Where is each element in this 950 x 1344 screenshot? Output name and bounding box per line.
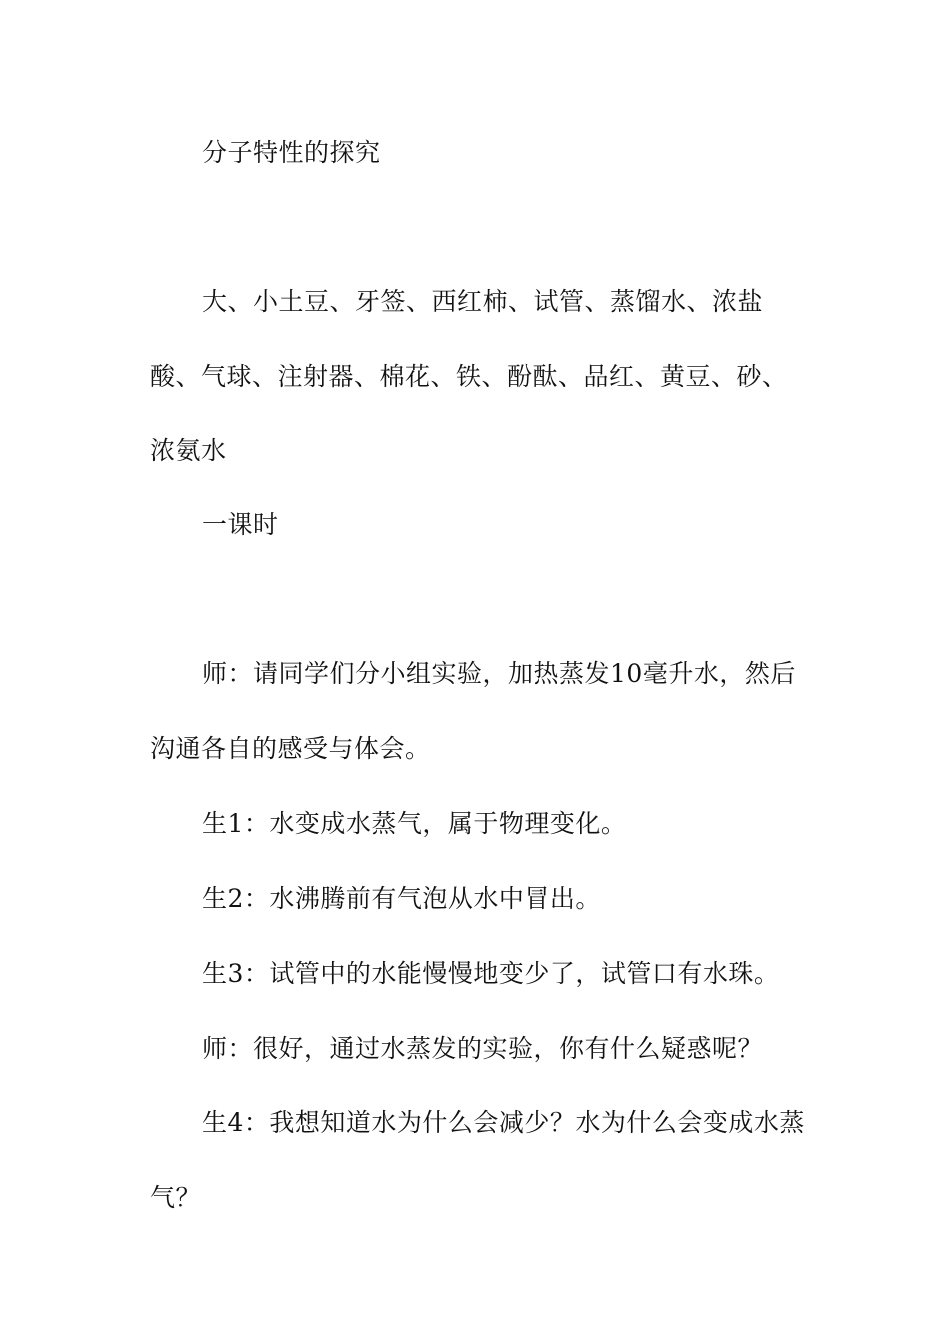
materials-line-1: 大、小土豆、牙签、西红柿、试管、蒸馏水、浓盐 bbox=[202, 287, 764, 316]
dialogue-student-1: 生1：水变成水蒸气，属于物理变化。 bbox=[202, 809, 627, 838]
dialogue-student-4-line-1: 生4：我想知道水为什么会减少？水为什么会变成水蒸 bbox=[202, 1108, 805, 1137]
dialogue-student-3: 生3：试管中的水能慢慢地变少了，试管口有水珠。 bbox=[202, 959, 780, 988]
dialogue-teacher-1-line-1: 师：请同学们分小组实验，加热蒸发10毫升水，然后 bbox=[202, 659, 796, 688]
dialogue-student-4-line-2: 气？ bbox=[150, 1183, 202, 1212]
document-title: 分子特性的探究 bbox=[202, 138, 381, 167]
lesson-hours: 一课时 bbox=[202, 510, 279, 539]
dialogue-teacher-2: 师：很好，通过水蒸发的实验，你有什么疑惑呢？ bbox=[202, 1034, 764, 1063]
materials-line-3: 浓氨水 bbox=[150, 436, 227, 465]
dialogue-teacher-1-line-2: 沟通各自的感受与体会。 bbox=[150, 734, 431, 763]
materials-line-2: 酸、气球、注射器、棉花、铁、酚酞、品红、黄豆、砂、 bbox=[150, 362, 788, 391]
dialogue-student-2: 生2：水沸腾前有气泡从水中冒出。 bbox=[202, 884, 601, 913]
